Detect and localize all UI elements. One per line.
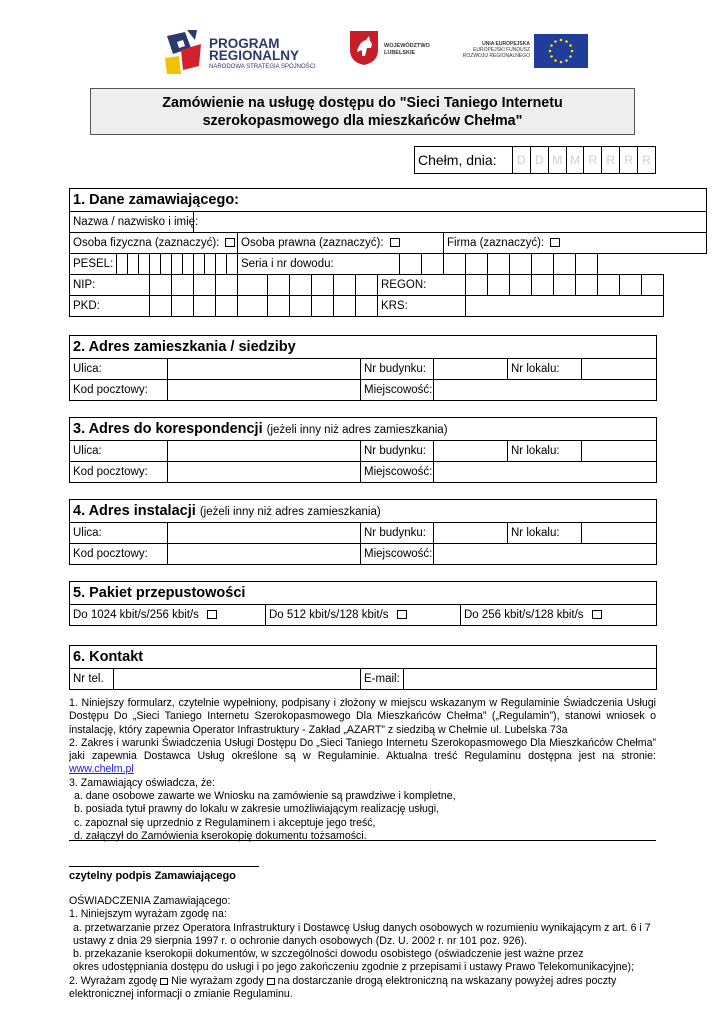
street-field[interactable] — [168, 359, 361, 380]
note-1: 1. Niniejszy formularz, czytelnie wypełniony, podpisany i złożony w miejscu wskazanym w Regulaminie Świadczenia Usługi Dostępu Do „Sieci Taniego Internetu Szerokopasmowego Dla Mieszkańców Chełma” („Regulamin”), stanowi wniosek o instalację, który zapewnia Operator Infrastruktury - Zakład „AZART” z siedzibą w Chełmie ul. Lubelska 73a — [69, 697, 656, 736]
note-2: 2. Zakres i warunki Świadczenia Usługi Dostępu Do „Sieci Taniego Internetu Szerokopasmowego Dla Mieszkańców Chełma” jaki zapewnia Dostawca Usług określone są w Regulaminie. Aktualna treść Regulaminu dostępna jest na stronie: — [69, 736, 656, 763]
street-label: Ulica: — [70, 359, 168, 380]
nip-digit[interactable] — [238, 275, 268, 296]
city-field[interactable] — [434, 544, 657, 565]
pesel-digit[interactable] — [172, 254, 183, 275]
region-name: WOJEWÓDZTWO — [384, 43, 430, 49]
section4-title: 4. Adres instalacji — [73, 503, 196, 519]
section-contact — [69, 645, 657, 690]
pkd-char[interactable] — [268, 296, 290, 317]
pesel-digit[interactable] — [139, 254, 150, 275]
seria-char[interactable] — [400, 254, 422, 275]
pkd-char[interactable] — [334, 296, 356, 317]
building-label: Nr budynku: — [361, 441, 434, 462]
section3-title: 3. Adres do korespondencji — [73, 421, 263, 437]
postal-label: Kod pocztowy: — [70, 462, 168, 483]
regon-digit[interactable] — [620, 275, 642, 296]
consent-disagree-checkbox[interactable] — [267, 978, 275, 985]
regon-digit[interactable] — [532, 275, 554, 296]
chelm-website-link[interactable]: www.chelm.pl — [69, 763, 134, 776]
city-field[interactable] — [434, 462, 657, 483]
section-correspondence-address — [69, 417, 657, 483]
form-title-box — [90, 88, 635, 135]
nip-digit[interactable] — [356, 275, 378, 296]
krs-label: KRS: — [378, 296, 466, 317]
lubelskie-logo — [349, 30, 434, 68]
nip-digit[interactable] — [268, 275, 290, 296]
package-256-option[interactable] — [461, 605, 657, 626]
krs-field[interactable] — [466, 296, 664, 317]
seria-char[interactable] — [422, 254, 444, 275]
regon-digit[interactable] — [576, 275, 598, 296]
seria-label: Seria i nr dowodu: — [238, 254, 400, 275]
postal-field[interactable] — [168, 544, 361, 565]
apartment-field[interactable] — [582, 523, 657, 544]
package-512-checkbox[interactable] — [397, 610, 407, 619]
pkd-char[interactable] — [172, 296, 194, 317]
package-1024-checkbox[interactable] — [207, 610, 217, 619]
section-customer-data — [69, 188, 707, 317]
name-label: Nazwa / nazwisko i imię: — [70, 212, 194, 233]
regon-digit[interactable] — [598, 275, 620, 296]
eu-flag-icon — [534, 34, 588, 68]
note-3b: b. posiada tytuł prawny do lokalu w zakresie umożliwiającym realizację usługi, — [74, 803, 440, 816]
regon-digit[interactable] — [488, 275, 510, 296]
city-label: Miejscowość: — [361, 380, 434, 401]
osoba-prawna-checkbox[interactable] — [390, 238, 400, 247]
section3-subtitle: (jeżeli inny niż adres zamieszkania) — [266, 424, 448, 436]
section-installation-address — [69, 499, 657, 565]
section6-title: 6. Kontakt — [70, 646, 657, 669]
eu-text3: ROZWOJU REGIONALNEGO — [462, 53, 530, 59]
pkd-label: PKD: — [70, 296, 150, 317]
osoba-fizyczna-label: Osoba fizyczna (zaznaczyć): — [73, 237, 220, 249]
firma-option[interactable] — [444, 233, 707, 254]
nip-digit[interactable] — [150, 275, 172, 296]
date-month-1[interactable]: M — [548, 147, 566, 174]
pesel-digit[interactable] — [161, 254, 172, 275]
consent-2-disagree: Nie wyrażam zgody — [171, 974, 264, 987]
pkd-char[interactable] — [150, 296, 172, 317]
date-label: Chełm, dnia: — [415, 147, 513, 174]
pesel-digit[interactable] — [227, 254, 238, 275]
phone-label: Nr tel. — [70, 669, 114, 690]
pkd-char[interactable] — [356, 296, 378, 317]
regon-digit[interactable] — [510, 275, 532, 296]
apartment-field[interactable] — [582, 359, 657, 380]
date-day-1[interactable]: D — [512, 147, 530, 174]
package-1024-option[interactable] — [70, 605, 266, 626]
section-residence-address — [69, 335, 657, 401]
nip-digit[interactable] — [194, 275, 216, 296]
building-label: Nr budynku: — [361, 523, 434, 544]
nip-digit[interactable] — [216, 275, 238, 296]
consent-2-agree: 2. Wyrażam zgodę — [69, 974, 158, 987]
name-field[interactable] — [194, 212, 707, 233]
postal-label: Kod pocztowy: — [70, 380, 168, 401]
osoba-fizyczna-option[interactable] — [70, 233, 238, 254]
consent-1: 1. Niniejszym wyrażam zgodę na: — [69, 908, 227, 921]
note-3c: c. zapoznał się uprzednio z Regulaminem i akceptuje jego treść, — [74, 816, 376, 829]
regon-digit[interactable] — [466, 275, 488, 296]
apartment-field[interactable] — [582, 441, 657, 462]
program-title2: REGIONALNY — [209, 48, 300, 63]
pesel-digit[interactable] — [194, 254, 205, 275]
pesel-digit[interactable] — [183, 254, 194, 275]
seria-char[interactable] — [510, 254, 532, 275]
city-label: Miejscowość: — [361, 462, 434, 483]
seria-char[interactable] — [466, 254, 488, 275]
apartment-label: Nr lokalu: — [508, 523, 582, 544]
consent-agree-checkbox[interactable] — [160, 978, 168, 985]
apartment-label: Nr lokalu: — [508, 441, 582, 462]
pesel-digit[interactable] — [150, 254, 161, 275]
pkd-char[interactable] — [238, 296, 268, 317]
pkd-char[interactable] — [290, 296, 312, 317]
consent-title: OŚWIADCZENIA Zamawiającego: — [69, 895, 231, 907]
date-year-1[interactable]: R — [584, 147, 602, 174]
street-field[interactable] — [168, 523, 361, 544]
eu-text2: EUROPEJSKI FUNDUSZ — [473, 47, 530, 53]
date-day-2[interactable]: D — [530, 147, 548, 174]
consent-1a: a. przetwarzanie przez Operatora Infrastruktury i Dostawcę Usług danych osobowych w rozumieniu wynikającym z art. 6 i 7 ustawy z dnia 29 sierpnia 1997 r. o ochronie danych osobowych (Dz. U. 2002 r. nr 101 poz. 926). — [73, 921, 651, 947]
pesel-digit[interactable] — [128, 254, 139, 275]
email-label: E-mail: — [361, 669, 404, 690]
nip-digit[interactable] — [334, 275, 356, 296]
eu-logo — [452, 34, 588, 70]
signature-label: czytelny podpis Zamawiającego — [69, 870, 236, 882]
seria-char[interactable] — [576, 254, 598, 275]
date-year-2[interactable]: R — [602, 147, 620, 174]
building-label: Nr budynku: — [361, 359, 434, 380]
street-field[interactable] — [168, 441, 361, 462]
osoba-prawna-label: Osoba prawna (zaznaczyć): — [241, 237, 384, 249]
street-label: Ulica: — [70, 441, 168, 462]
firma-label: Firma (zaznaczyć): — [447, 237, 545, 249]
nip-digit[interactable] — [172, 275, 194, 296]
section5-title: 5. Pakiet przepustowości — [70, 582, 657, 605]
pesel-digit[interactable] — [117, 254, 128, 275]
section4-subtitle: (jeżeli inny niż adres zamieszkania) — [199, 506, 381, 518]
nip-digit[interactable] — [290, 275, 312, 296]
consent-2-text: na dostarczanie drogą elektroniczną na wskazany powyżej adres poczty elektronicznej informacji o zmianie Regulaminu. — [69, 974, 617, 1001]
package-512-option[interactable] — [266, 605, 461, 626]
lubelskie-shield-icon — [349, 30, 379, 66]
regon-digit[interactable] — [642, 275, 664, 296]
consent-1b-line2: okres udostępniania dostępu do usługi i po jego zakończeniu zgodnie z przepisami i ustawy Prawo Telekomunikacyjne); — [73, 961, 635, 974]
email-field[interactable] — [404, 669, 657, 690]
postal-field[interactable] — [168, 462, 361, 483]
pesel-digit[interactable] — [216, 254, 227, 275]
program-regionalny-emblem-icon — [163, 28, 205, 76]
building-field[interactable] — [434, 359, 508, 380]
notes-divider — [69, 840, 656, 841]
pesel-label: PESEL: — [70, 254, 117, 275]
date-box — [414, 146, 656, 174]
seria-char[interactable] — [444, 254, 466, 275]
region-name2: LUBELSKIE — [384, 49, 416, 56]
note-3d: d. załączył do Zamówienia kserokopię dokumentu tożsamości. — [74, 829, 367, 842]
nip-digit[interactable] — [312, 275, 334, 296]
postal-field[interactable] — [168, 380, 361, 401]
postal-label: Kod pocztowy: — [70, 544, 168, 565]
eu-text: UNIA EUROPEJSKA — [482, 41, 530, 47]
building-field[interactable] — [434, 441, 508, 462]
terms-notes — [69, 697, 656, 843]
signature-line[interactable] — [69, 866, 259, 867]
pkd-char[interactable] — [216, 296, 238, 317]
seria-char[interactable] — [532, 254, 554, 275]
apartment-label: Nr lokalu: — [508, 359, 582, 380]
city-field[interactable] — [434, 380, 657, 401]
building-field[interactable] — [434, 523, 508, 544]
consent-statements — [69, 895, 656, 1001]
date-year-4[interactable]: R — [638, 147, 656, 174]
seria-char[interactable] — [488, 254, 510, 275]
form-title-line1: Zamówienie na usługę dostępu do "Sieci Taniego Internetu — [162, 95, 563, 111]
note-3: 3. Zamawiający oświadcza, że: — [69, 776, 216, 789]
regon-digit[interactable] — [554, 275, 576, 296]
program-title: PROGRAM — [209, 36, 280, 51]
osoba-fizyczna-checkbox[interactable] — [225, 238, 235, 247]
pkd-char[interactable] — [194, 296, 216, 317]
osoba-prawna-option[interactable] — [238, 233, 444, 254]
section1-title: 1. Dane zamawiającego: — [70, 189, 707, 212]
package-256-label: Do 256 kbit/s/128 kbit/s — [464, 609, 584, 621]
form-title-line2: szerokopasmowego dla mieszkańców Chełma" — [202, 113, 523, 129]
section-bandwidth-package — [69, 581, 657, 626]
nip-label: NIP: — [70, 275, 150, 296]
package-256-checkbox[interactable] — [592, 610, 602, 619]
phone-field[interactable] — [114, 669, 361, 690]
package-1024-label: Do 1024 kbit/s/256 kbit/s — [73, 609, 199, 621]
date-month-2[interactable]: M — [566, 147, 584, 174]
regon-label: REGON: — [378, 275, 466, 296]
pesel-digit[interactable] — [205, 254, 216, 275]
program-subtitle: NARODOWA STRATEGIA SPÓJNOŚCI — [209, 64, 316, 70]
section2-title: 2. Adres zamieszkania / siedziby — [70, 336, 657, 359]
program-regionalny-logo — [163, 28, 333, 76]
seria-char[interactable] — [554, 254, 576, 275]
note-3a: a. dane osobowe zawarte we Wniosku na zamówienie są prawdziwe i kompletne, — [74, 790, 456, 803]
consent-1b-line1: b. przekazanie kserokopii dokumentów, w szczególności dowodu osobistego (oświadczenie jest ważne przez — [73, 948, 584, 961]
pkd-char[interactable] — [312, 296, 334, 317]
street-label: Ulica: — [70, 523, 168, 544]
date-year-3[interactable]: R — [620, 147, 638, 174]
firma-checkbox[interactable] — [550, 238, 560, 247]
package-512-label: Do 512 kbit/s/128 kbit/s — [269, 609, 389, 621]
city-label: Miejscowość: — [361, 544, 434, 565]
